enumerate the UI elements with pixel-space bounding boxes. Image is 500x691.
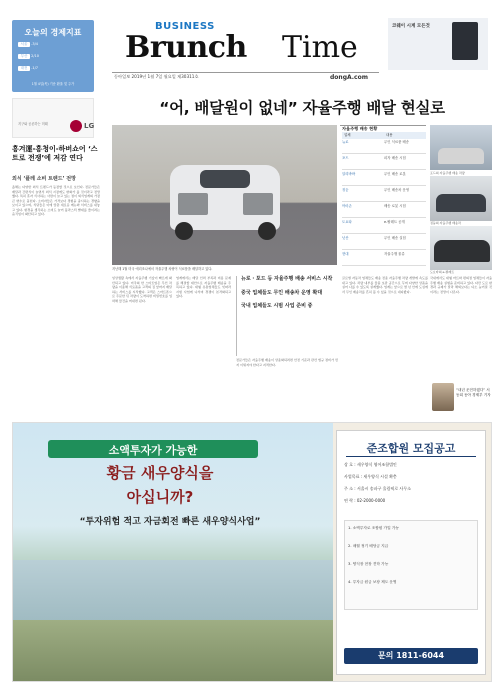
table-cell-company: 알리바바 <box>342 172 356 176</box>
ad-info-line: 주 소 : 서울시 송파구 올림픽로 사무소 <box>344 486 411 491</box>
article-column-5: 국내에서도 대형 마트와 편의점 업체들이 자율주행 배송 실험을 준비하고 있다. 다만 도로 환경과 규제가 달라 해외보다는 다소 늦어질 것이라는 전망이 나온다. <box>430 276 492 294</box>
ad-quote: “투자위험 적고 자금회전 빠른 새우양식사업” <box>79 517 261 527</box>
table-cell-desc: e-팔레트 공개 <box>384 220 405 224</box>
ad-ground <box>13 620 333 681</box>
vehicle-compartment-right <box>243 193 273 215</box>
table-title: 자율주행 배송 현황 <box>342 126 378 131</box>
ad-step: 1. 소액투자로 조합원 가입 가능 <box>348 526 399 530</box>
article-column-3: 전문가들은 자율주행 배송이 상용화되려면 안전 기준과 관련 법규 정비가 먼저 이뤄져야 한다고 지적한다. <box>236 358 338 367</box>
article-column-4: 글로벌 자동차 업체들도 배송 전용 자율주행 차량 개발에 속도를 내고 있다. 차량 내부를 물품 보관 공간으로 꾸며 다양한 상품을 실어 나를 수 있도록 설계했다. 업계는 앞으로 몇 년 안에 도심에서 무인 배송차를 흔히 볼 수 있을 것으로 내다봤다. <box>342 276 428 294</box>
weather-city: 대전 <box>18 66 30 71</box>
table-cell-company: 징둥 <box>342 188 349 192</box>
pull-quote <box>236 276 338 356</box>
table-cell-company: 아마존 <box>342 204 352 208</box>
pull-quote-line: 뉴로 · 포드 등 자율주행 배송 서비스 시작 <box>241 276 333 282</box>
photo-caption: 지난해 1월 미국 애리조나에서 자율주행 차량이 식료품을 배달하고 있다. <box>112 267 213 271</box>
ad-phone-number[interactable]: 문의 1811-6044 <box>377 651 445 660</box>
ad-title-line-2: 아십니까? <box>126 488 194 506</box>
ad-title-line-1: 황금 새우양식을 <box>106 464 214 482</box>
masthead-brunch: Brunch <box>125 30 247 65</box>
table-header-cell: 내용 <box>386 133 393 137</box>
table-cell-desc: 무인 배송 실험 <box>384 236 406 240</box>
weather-value: -3/4 <box>31 42 39 46</box>
table-cell-desc: 무인 배송차 운영 <box>384 188 410 192</box>
ad-step: 3. 양식장 현장 견학 가능 <box>348 562 389 566</box>
top-ad-text: 코웨이 시계 모든것 <box>392 24 430 29</box>
right-photo-caption: 도요타의 e-팔레트 <box>430 270 455 274</box>
headline: “어, 배달원이 없네” 자율주행 배달 현실로 <box>159 99 445 117</box>
table-cell-desc: 무인 식료품 배송 <box>384 140 410 144</box>
wheel-icon <box>175 222 193 240</box>
lg-logo-icon <box>70 120 82 132</box>
ad-step: 4. 투자금 원금 보장 제도 운영 <box>348 580 397 584</box>
table-header <box>342 132 426 139</box>
table-cell-desc: 배송 로봇 시험 <box>384 204 406 208</box>
reporter-photo <box>432 383 454 411</box>
ad-step: 2. 매월 정기 배당금 지급 <box>348 544 389 548</box>
article-column-2: 업계에서는 배달 인력 부족과 비용 문제를 해결할 대안으로 자율주행 배송을 주목하고 있다. 대형 유통업체들도 잇따라 시범 사업에 나서며 경쟁이 본격화되고 있다. <box>176 276 231 298</box>
right-photo-caption: 징둥의 자율주행 배송차 <box>430 221 461 225</box>
byline: “내년 운전하겠다” 서동희 동아 경제부 기자 <box>456 388 491 397</box>
vehicle-shape <box>436 194 486 212</box>
weather-footer: 1월 4일(목) 기준 환율 및 주가 <box>31 82 75 86</box>
weather-row <box>18 54 88 62</box>
table-row <box>342 236 426 250</box>
pull-quote-line: 중국 업체들도 무인 배송차 운영 확대 <box>241 289 323 296</box>
weather-row <box>18 66 88 74</box>
weather-city: 서울 <box>18 42 30 47</box>
watch-device-icon <box>452 22 478 60</box>
table-header-cell: 업체 <box>344 133 351 137</box>
table-row <box>342 220 426 234</box>
lg-ad-text: 지구와 공존하는 미래 <box>18 122 48 126</box>
left-feature-body: 올해는 다양한 외식 트렌드가 등장할 것으로 보인다. 전문가들은 배달과 간편식이 늘면서 외식 시장에도 변화가 올 것이라고 전망했다. 특히 혼자 식사하는 사람이 늘고 있는 점이 외식업계의 가장 큰 변수로 꼽힌다. 소비자들은 가격보다 경험을 중시하는 경향을 보이고 있으며, 식당들은 이에 맞춘 새로운 메뉴와 서비스를 내놓고 있다. 환경을 생각하는 소비도 늘어 플라스틱 빨대를 줄이려는 움직임이 확산되고 있다. <box>12 185 100 216</box>
vehicle-window <box>200 170 250 188</box>
pull-quote-line: 국내 업체들도 시범 사업 준비 중 <box>241 303 313 309</box>
masthead-site[interactable]: dongA.com <box>330 74 368 81</box>
table-cell-company: 닛산 <box>342 236 349 240</box>
vehicle-compartment-left <box>178 193 208 215</box>
ad-info-line: 연 락 : 02-2000-0000 <box>344 498 386 503</box>
table-row <box>342 172 426 186</box>
ad-panel-rule <box>346 456 476 457</box>
table-row <box>342 156 426 170</box>
ad-ribbon-text: 소액투자가 가능한 <box>108 444 198 457</box>
left-feature-subtitle: 외식 ‘플레 소비 트렌드’ 전망 <box>12 176 76 182</box>
table-row <box>342 188 426 202</box>
weather-value: 2/10 <box>31 54 39 58</box>
masthead-business: BUSINESS <box>155 21 215 32</box>
vehicle-shape <box>438 148 484 164</box>
vehicle-shape <box>434 240 490 262</box>
wheel-icon <box>258 222 276 240</box>
lg-logo-text: LG <box>84 122 95 130</box>
masthead-rule <box>112 72 379 73</box>
ad-info-line: 상 호 : 새우양식 영어조합법인 <box>344 462 397 467</box>
table-cell-desc: 자율주행 물류 <box>384 252 405 256</box>
table-row <box>342 140 426 154</box>
right-photo-caption: 포드의 자율주행 배송 차량 <box>430 171 465 175</box>
table-cell-company: 뉴로 <box>342 140 349 144</box>
left-feature-title: 흥겨運-흥청이-하버쇼어 ‘스트로 전쟁’에 저감 연다 <box>12 145 98 162</box>
table-cell-company: 포드 <box>342 156 349 160</box>
table-cell-desc: 피자 배송 시험 <box>384 156 406 160</box>
article-column-1: 일상생활 속에서 자율주행 기술이 빠르게 확산되고 있다. 미국의 한 스타트업은 무인 차량을 이용해 식료품을 고객의 집 앞까지 배달하는 서비스를 시작했다. 고객은 스마트폰으로 주문한 뒤 차량이 도착하면 비밀번호를 입력해 물건을 꺼내면 된다. <box>112 276 172 303</box>
table-cell-company: 현대 <box>342 252 349 256</box>
lg-ad[interactable] <box>12 98 94 138</box>
table-cell-company: 도요타 <box>342 220 352 224</box>
weather-value: -1/7 <box>31 66 39 70</box>
table-row <box>342 252 426 266</box>
ad-info-line: 사업목표 : 새우양식 시설 확충 <box>344 474 397 479</box>
masthead-meta: 동아일보 2019년 1월 7일 월요일 제30311호 <box>114 74 199 79</box>
masthead-time: Time <box>282 30 358 65</box>
table-cell-desc: 무인 배송 로봇 <box>384 172 406 176</box>
weather-row <box>18 42 88 50</box>
weather-city: 부산 <box>18 54 30 59</box>
ad-panel-title: 준조합원 모집공고 <box>366 442 456 455</box>
weather-title: 오늘의 경제지표 <box>24 28 82 37</box>
table-row <box>342 204 426 218</box>
